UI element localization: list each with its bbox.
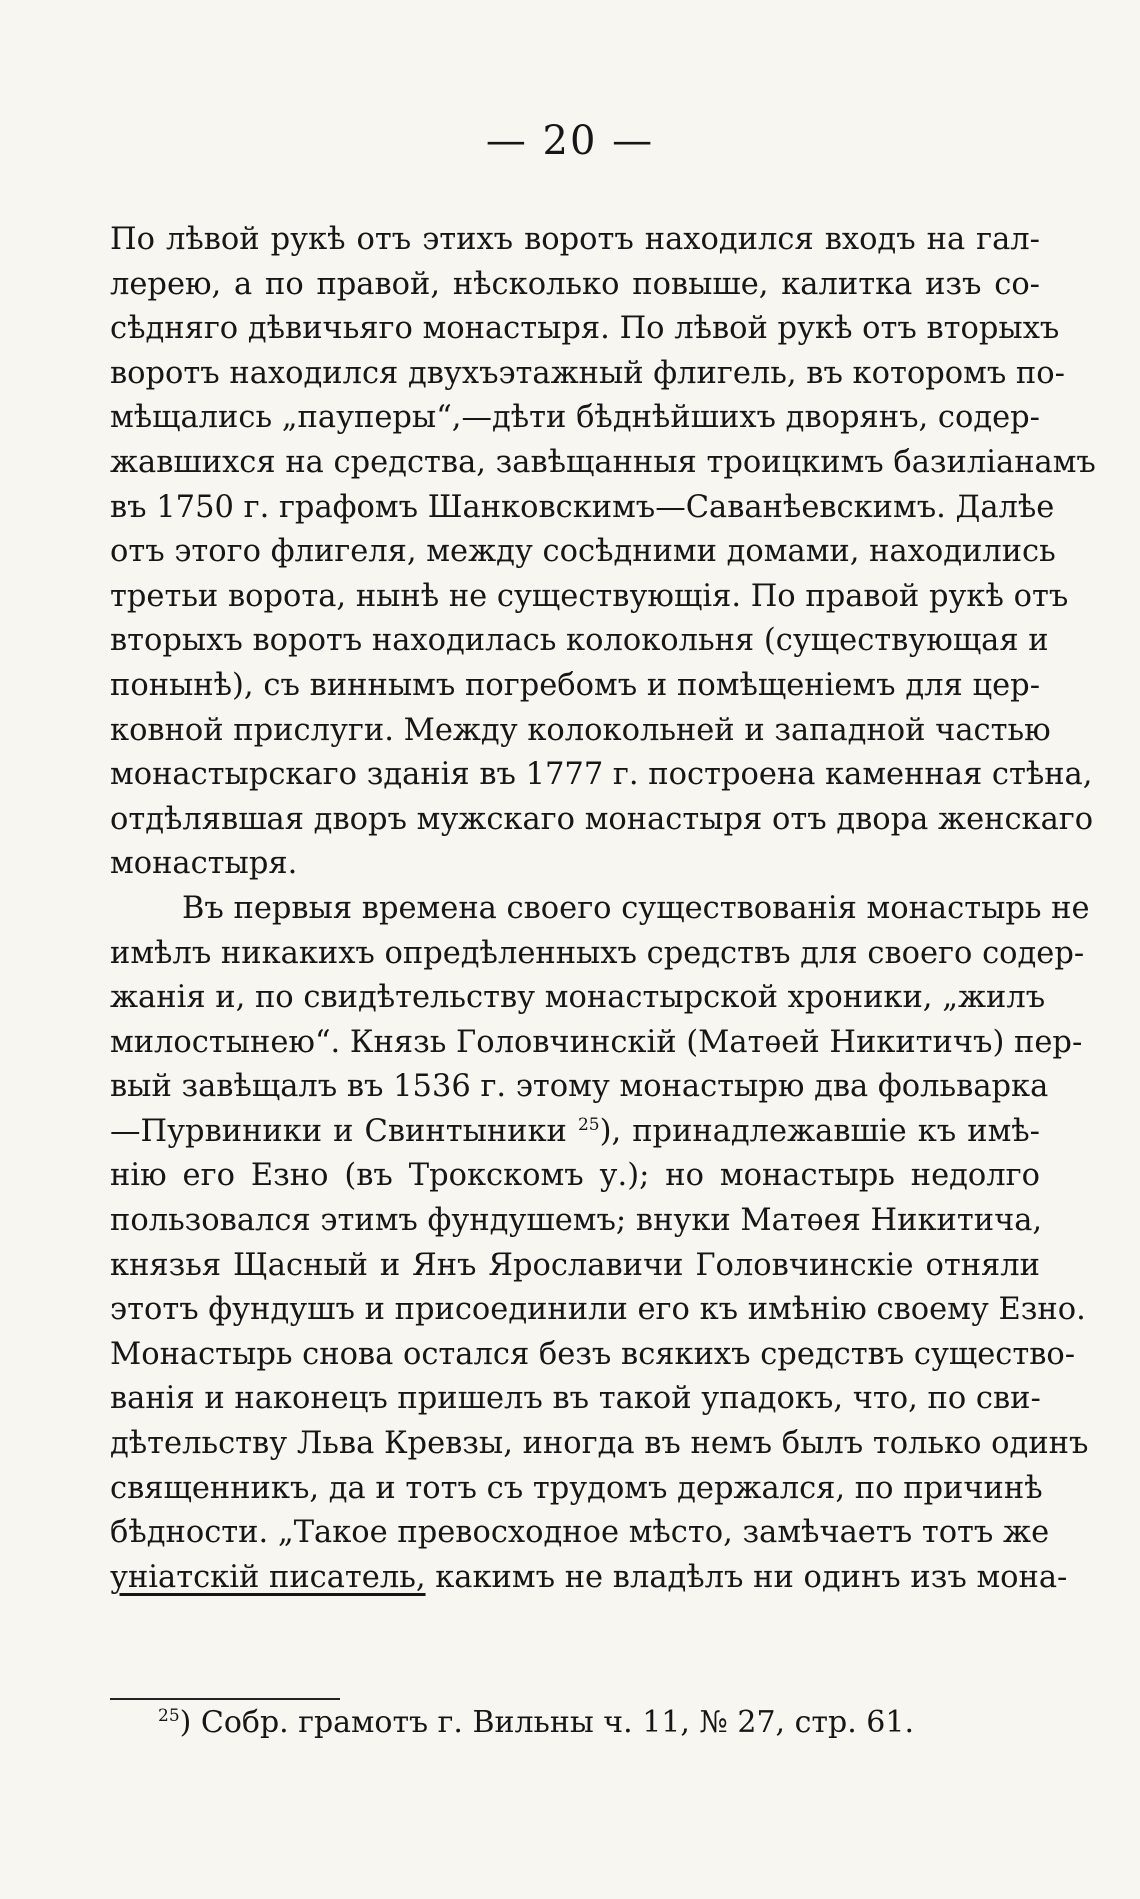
text-line: Монастырь снова остался безъ всякихъ средствъ существо-: [110, 1336, 1076, 1372]
text-line: дѣтельству Льва Кревзы, иногда въ немъ былъ только одинъ: [110, 1426, 1089, 1462]
text-line: монастыря.: [110, 846, 298, 882]
text-line: жанія и, по свидѣтельству монастырской хроники, „жилъ: [110, 980, 1046, 1016]
footnote-divider: [110, 1698, 340, 1700]
text-line: князья Щасный и Янъ Ярославичи Головчинскіе отняли: [110, 1247, 1040, 1283]
text-line: вторыхъ воротъ находилась колокольня (существующая и: [110, 623, 1049, 659]
text-line: третьи ворота, нынѣ не существующія. По правой рукѣ отъ: [110, 578, 1069, 614]
footnote-marker: 25: [158, 1706, 180, 1726]
text-line: милостынею“. Князь Головчинскій (Матѳей Никитичъ) пер-: [110, 1024, 1083, 1060]
text-line: [110, 1556, 1068, 1601]
text-line: ванія и наконецъ пришелъ въ такой упадокъ, что, по сви-: [110, 1381, 1041, 1417]
text-line: ковной прислуги. Между колокольней и западной частью: [110, 712, 1051, 748]
text-line: сѣдняго дѣвичьяго монастыря. По лѣвой рукѣ отъ вторыхъ: [110, 311, 1060, 347]
text-line: монастырскаго зданія въ 1777 г. построена каменная стѣна,: [110, 757, 1093, 793]
body-text: [110, 218, 1096, 1600]
text-line: этотъ фундушъ и присоединили его къ имѣнію своему Езно.: [110, 1292, 1086, 1328]
text-line-with-footnote-ref: [110, 1110, 1040, 1155]
text-line: отъ этого флигеля, между сосѣдними домами, находились: [110, 534, 1056, 570]
line-start: —Пурвиники и Свинтыники: [110, 1113, 567, 1149]
text-line: воротъ находился двухъэтажный флигель, въ которомъ по-: [110, 355, 1065, 391]
text-line: Въ первыя времена своего существованія монастырь не: [182, 890, 1090, 926]
text-line: понынѣ), съ виннымъ погребомъ и помѣщеніемъ для цер-: [110, 667, 1040, 703]
text-line: отдѣлявшая дворъ мужскаго монастыря отъ двора женскаго: [110, 801, 1094, 837]
footnote-text: ) Собр. грамотъ г. Вильны ч. 11, № 27, стр. 61.: [179, 1705, 914, 1740]
text-line: лерею, а по правой, нѣсколько повыше, калитка изъ со-: [110, 266, 1040, 302]
text-line: въ 1750 г. графомъ Шанковскимъ—Саванѣевскимъ. Далѣе: [110, 489, 1055, 525]
text-line: нію его Езно (въ Трокскомъ у.); но монастырь недолго: [110, 1158, 1040, 1194]
footnote-reference: 25: [577, 1114, 600, 1135]
underlined-phrase: уніатскій писатель,: [110, 1559, 426, 1595]
text-line: вый завѣщалъ въ 1536 г. этому монастырю два фольварка: [110, 1069, 1049, 1105]
page-number: — 20 —: [485, 118, 655, 164]
text-line: жавшихся на средства, завѣщанныя троицкимъ базиліанамъ: [110, 444, 1096, 480]
text-line: По лѣвой рукѣ отъ этихъ воротъ находился входъ на гал-: [110, 222, 1040, 257]
text-line: имѣлъ никакихъ опредѣленныхъ средствъ для своего содер-: [110, 935, 1085, 971]
text-line: пользовался этимъ фундушемъ; внуки Матѳея Никитича,: [110, 1203, 1043, 1239]
text-line: священникъ, да и тотъ съ трудомъ держался, по причинѣ: [110, 1470, 1043, 1506]
line-end: ), принадлежавшіе къ имѣ-: [599, 1113, 1040, 1149]
text-line: бѣдности. „Такое превосходное мѣсто, замѣчаетъ тотъ же: [110, 1515, 1050, 1551]
line-end: какимъ не владѣлъ ни одинъ изъ мона-: [435, 1559, 1068, 1595]
text-line: мѣщались „пауперы“,—дѣти бѣднѣйшихъ дворянъ, содер-: [110, 400, 1040, 436]
footnote: [158, 1705, 914, 1740]
